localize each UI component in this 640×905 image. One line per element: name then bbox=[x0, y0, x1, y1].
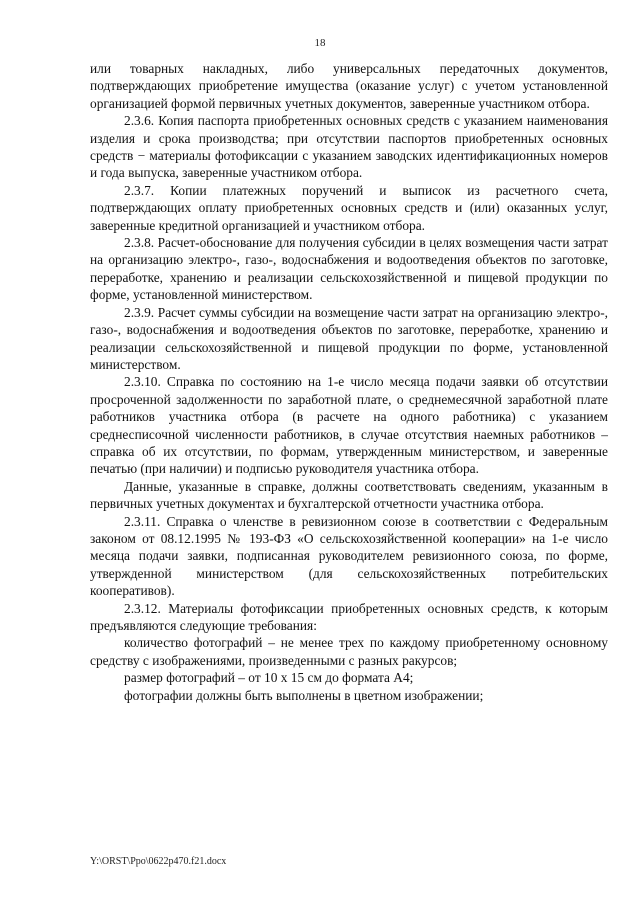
paragraph-continuation: или товарных накладных, либо универсальных передаточных документов, подтверждающих приобретение имущества (оказание услуг) с учетом установленной организацией формой первичных учетных документов, заверенные участником отбора. bbox=[90, 61, 608, 111]
document-body bbox=[90, 60, 608, 704]
paragraph-certificate-data: Данные, указанные в справке, должны соответствовать сведениям, указанным в первичных учетных документах и бухгалтерской отчетности участника отбора. bbox=[90, 478, 608, 512]
paragraph-2-3-7: 2.3.7. Копии платежных поручений и выписок из расчетного счета, подтверждающих оплату приобретенных основных средств и (или) оказанных услуг, заверенные кредитной организацией и участником отбора. bbox=[90, 182, 608, 233]
paragraph-2-3-10: 2.3.10. Справка по состоянию на 1-е число месяца подачи заявки об отсутствии просроченной задолженности по заработной плате, о среднемесячной заработной плате работников участника отбора (в расчете на одного работника) с указанием среднесписочной численности работников, в случае отсутствия наемных работников – справка об их отсутствии, по формам, утвержденным министерством, и заверенные печатью (при наличии) и подписью руководителя участника отбора. bbox=[90, 374, 608, 477]
requirement-photo-size: размер фотографий – от 10 х 15 см до формата А4; bbox=[124, 670, 414, 686]
paragraph-2-3-8: 2.3.8. Расчет-обоснование для получения субсидии в целях возмещения части затрат на организацию электро-, газо-, водоснабжения и водоотведения объектов по заготовке, переработке, хранению и реализации сельскохозяйственной и пищевой продукции по форме, установленной министерством. bbox=[90, 235, 608, 303]
requirement-photo-color: фотографии должны быть выполнены в цветном изображении; bbox=[124, 687, 484, 703]
page-number: 18 bbox=[314, 37, 326, 49]
requirement-photo-count: количество фотографий – не менее трех по каждому приобретенному основному средству с изображениями, произведенными с разных ракурсов; bbox=[90, 635, 608, 668]
paragraph-2-3-9: 2.3.9. Расчет суммы субсидии на возмещение части затрат на организацию электро-, газо-, водоснабжения и водоотведения объектов по заготовке, переработке, хранению и реализации сельскохозяйственной и пищевой продукции по форме, установленной министерством. bbox=[90, 304, 608, 372]
paragraph-2-3-12: 2.3.12. Материалы фотофиксации приобретенных основных средств, к которым предъявляются следующие требования: bbox=[90, 600, 608, 633]
paragraph-2-3-6: 2.3.6. Копия паспорта приобретенных основных средств с указанием наименования изделия и срока производства; при отсутствии паспортов приобретенных основных средств − материалы фотофиксации с указанием заводских идентификационных номеров и года выпуска, заверенные участником отбора. bbox=[90, 113, 608, 181]
paragraph-2-3-11: 2.3.11. Справка о членстве в ревизионном союзе в соответствии с Федеральным законом от 08.12.1995 № 193-ФЗ «О сельскохозяйственной кооперации» на 1-е число месяца подачи заявки, подписанная руководителем ревизионного союза, по форме, утвержденной министерством (для сельскохозяйственных потребительских кооперативов). bbox=[90, 513, 608, 599]
footer-file-path: Y:\ORST\Ppo\0622p470.f21.docx bbox=[90, 856, 227, 867]
